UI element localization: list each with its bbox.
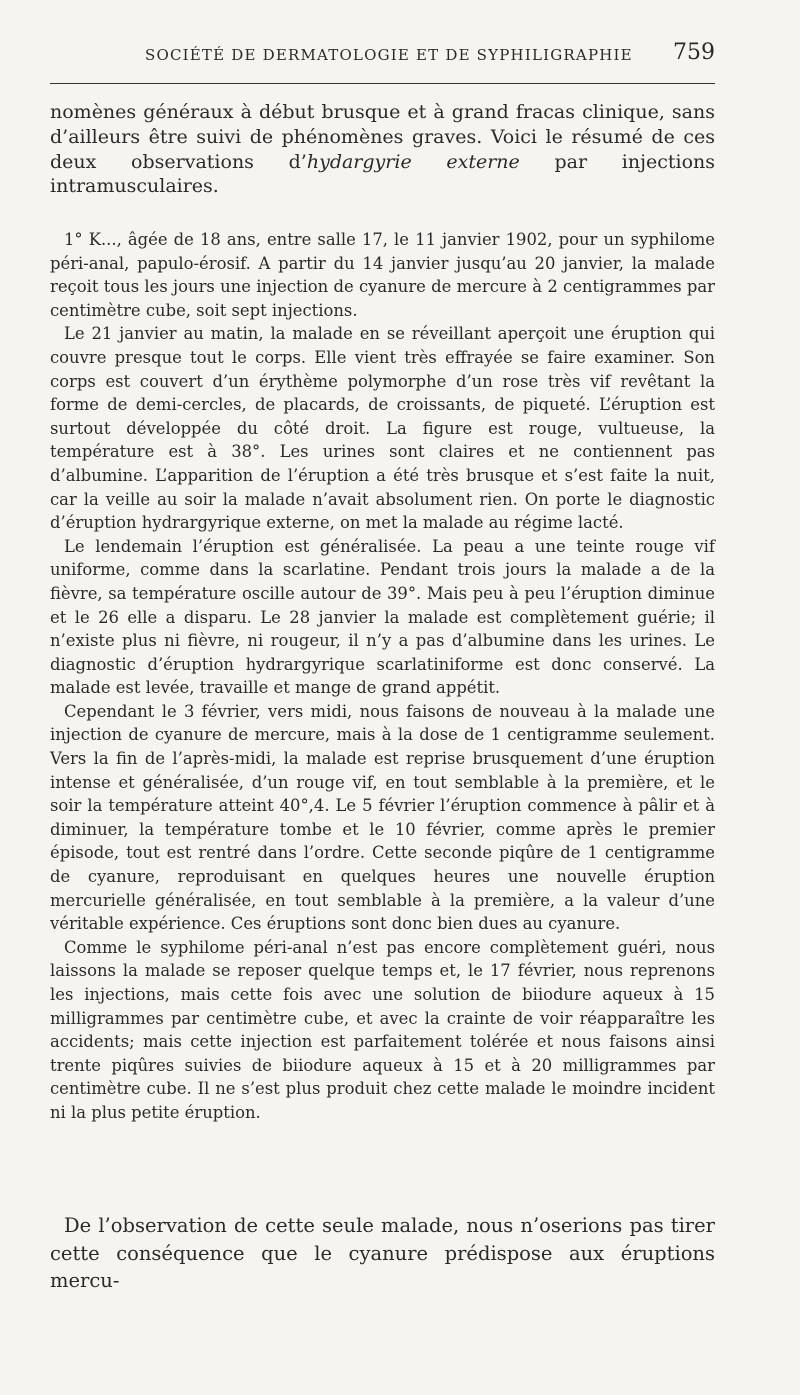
observation-paragraph-1: 1° K..., âgée de 18 ans, entre salle 17, le 11 janvier 1902, pour un syphilome péri-anal, papulo-érosif. A partir du 14 janvier jusqu’au 20 janvier, la malade reçoit tous les jours une injection de cyanure de mercure à 2 centigrammes par centimètre cube, soit sept injections. (50, 230, 715, 320)
observation-paragraph-4: Cependant le 3 février, vers midi, nous faisons de nouveau à la malade une injection de cyanure de mercure, mais à la dose de 1 centigramme seulement. Vers la fin de l’après-midi, la malade est reprise brusquement d’une éruption intense et généralisée, d’un rouge vif, en tout semblable à la première, et le soir la température atteint 40°,4. Le 5 février l’éruption commence à pâlir et à diminuer, la température tombe et le 10 février, comme après le premier épisode, tout est rentré dans l’ordre. Cette seconde piqûre de 1 centigramme de cyanure, reproduisant en quelques heures une nouvelle éruption mercurielle généralisée, en tout semblable à la première, a la valeur d’une véritable expérience. Ces éruptions sont donc bien dues au cyanure. (50, 701, 715, 934)
running-head: SOCIÉTÉ DE DERMATOLOGIE ET DE SYPHILIGRAPHIE (145, 46, 633, 64)
conclusion-paragraph: De l’observation de cette seule malade, nous n’oserions pas tirer cette conséquence que le cyanure prédispose aux éruptions mercu- (50, 1214, 715, 1292)
intro-text-start: nomènes généraux à début brusque et à grand fracas clinique, sans d’ailleurs être suivi de phénomènes graves. Voici le résumé de ces deux observations d’ (50, 101, 715, 173)
page-header (50, 36, 715, 76)
observation-paragraph-5: Comme le syphilome péri-anal n’est pas encore complètement guéri, nous laissons la malade se reposer quelque temps et, le 17 février, nous reprenons les injections, mais cette fois avec une solution de biiodure aqueux à 15 milligrammes par centimètre cube, et avec la crainte de voir réapparaître les accidents; mais cette injection est parfaitement tolérée et nous faisons ainsi trente piqûres suivies de biiodure aqueux à 15 et à 20 milligrammes par centimètre cube. Il ne s’est plus produit chez cette malade le moindre incident ni la plus petite éruption. (50, 937, 715, 1122)
intro-emphasis: hydargyrie externe (306, 150, 520, 173)
intro-text-end: par injections intramusculaires. (50, 150, 715, 198)
header-rule (50, 83, 715, 84)
observation-section (50, 228, 715, 1125)
intro-paragraph (50, 100, 715, 199)
observation-paragraph-3: Le lendemain l’éruption est généralisée. La peau a une teinte rouge vif uniforme, comme dans la scarlatine. Pendant trois jours la malade a de la fièvre, sa température oscille autour de 39°. Mais peu à peu l’éruption diminue et le 26 elle a disparu. Le 28 janvier la malade est complètement guérie; il n’existe plus ni fièvre, ni rougeur, il n’y a pas d’albumine dans les urines. Le diagnostic d’éruption hydrargyrique scarlatiniforme est donc conservé. La malade est levée, travaille et mange de grand appétit. (50, 536, 715, 698)
page-number: 759 (673, 40, 715, 65)
observation-paragraph-2: Le 21 janvier au matin, la malade en se réveillant aperçoit une éruption qui couvre presque tout le corps. Elle vient très effrayée se faire examiner. Son corps est couvert d’un érythème polymorphe d’un rose très vif revêtant la forme de demi-cercles, de placards, de croissants, de piqueté. L’éruption est surtout développée du côté droit. La figure est rouge, vultueuse, la température est à 38°. Les urines sont claires et ne contiennent pas d’albumine. L’apparition de l’éruption a été très brusque et s’est faite la nuit, car la veille au soir la malade n’avait absolument rien. On porte le diagnostic d’éruption hydrargyrique externe, on met la malade au régime lacté. (50, 324, 715, 533)
